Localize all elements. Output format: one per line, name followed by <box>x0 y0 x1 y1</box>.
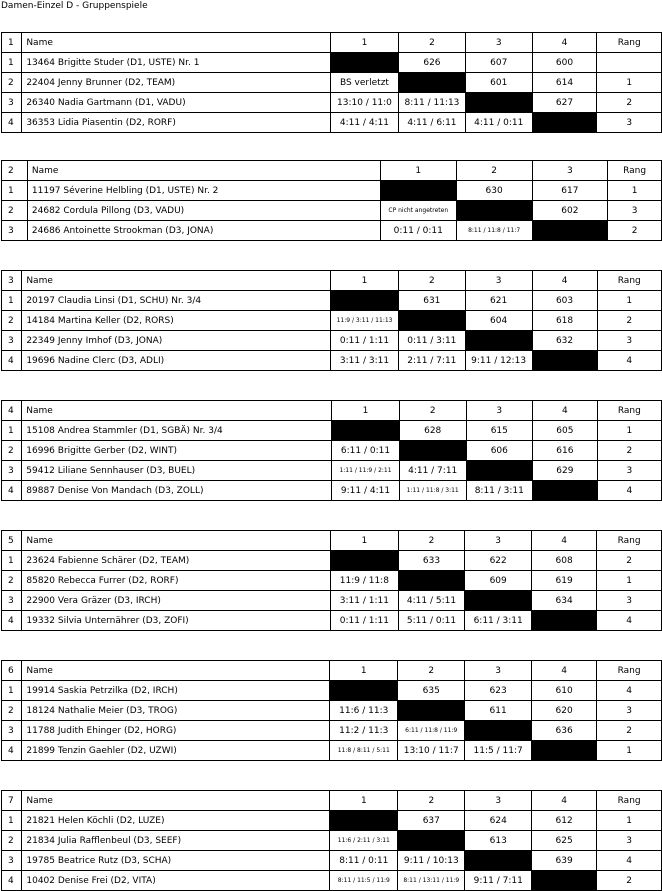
result-cell: 6:11 / 3:11 <box>465 611 532 631</box>
table-row <box>2 701 662 721</box>
row-position: 1 <box>2 181 28 201</box>
rank-cell: 2 <box>608 221 662 241</box>
result-cell: 5:11 / 0:11 <box>398 611 465 631</box>
table-header-row <box>2 791 662 811</box>
blocked-cell <box>330 681 398 701</box>
row-position: 2 <box>2 311 22 331</box>
result-cell: 11:2 / 11:3 <box>330 721 398 741</box>
table-header-row <box>2 161 662 181</box>
player-name: 19785 Beatrice Rutz (D3, SCHA) <box>22 851 330 871</box>
player-name: 15108 Andrea Stammler (D1, SGBÄ) Nr. 3/4 <box>22 421 332 441</box>
result-cell: 611 <box>465 701 532 721</box>
column-header: 4 <box>533 401 598 421</box>
table-row <box>2 421 662 441</box>
result-cell: 13:10 / 11:7 <box>398 741 465 761</box>
table-header-row <box>2 531 662 551</box>
result-cell: 9:11 / 7:11 <box>465 871 532 891</box>
result-cell: 8:11 / 11:5 / 11:9 <box>330 871 398 891</box>
group-number: 3 <box>2 271 22 291</box>
result-cell: 615 <box>466 421 532 441</box>
rank-cell: 1 <box>597 571 662 591</box>
result-cell: 1:11 / 11:8 / 3:11 <box>399 481 466 501</box>
result-cell: 9:11 / 12:13 <box>465 351 532 371</box>
result-cell: BS verletzt <box>330 73 398 93</box>
player-name: 21834 Julia Rafflenbeul (D3, SEEF) <box>22 831 330 851</box>
result-cell: 624 <box>465 811 532 831</box>
blocked-cell <box>398 701 465 721</box>
table-row <box>2 831 662 851</box>
blocked-cell <box>456 201 532 221</box>
row-position: 1 <box>2 421 22 441</box>
group-number: 4 <box>2 401 22 421</box>
rank-cell: 2 <box>597 871 662 891</box>
group-table-2 <box>1 160 662 241</box>
column-header: 3 <box>465 791 532 811</box>
result-cell: 606 <box>466 441 532 461</box>
rank-cell: 2 <box>597 551 662 571</box>
result-cell: 631 <box>399 291 466 311</box>
result-cell: 4:11 / 4:11 <box>330 113 398 133</box>
row-position: 2 <box>2 701 22 721</box>
result-cell: 8:11 / 13:11 / 11:9 <box>398 871 465 891</box>
rank-cell: 3 <box>597 701 662 721</box>
name-header: Name <box>22 271 331 291</box>
rank-cell: 1 <box>608 181 662 201</box>
result-cell: 8:11 / 0:11 <box>330 851 398 871</box>
table-header-row <box>2 33 662 53</box>
rang-header: Rang <box>597 271 662 291</box>
rank-cell: 2 <box>597 93 662 113</box>
group-number: 5 <box>2 531 22 551</box>
result-cell: 617 <box>532 181 608 201</box>
column-header: 2 <box>456 161 532 181</box>
rang-header: Rang <box>597 531 662 551</box>
column-header: 2 <box>399 401 466 421</box>
result-cell: 0:11 / 1:11 <box>331 331 399 351</box>
result-cell: 610 <box>531 681 596 701</box>
column-header: 2 <box>398 791 465 811</box>
row-position: 3 <box>2 461 22 481</box>
result-cell: 2:11 / 7:11 <box>399 351 466 371</box>
player-name: 14184 Martina Keller (D2, RORS) <box>22 311 331 331</box>
column-header: 1 <box>332 401 400 421</box>
rank-cell: 3 <box>597 461 661 481</box>
blocked-cell <box>465 721 532 741</box>
column-header: 4 <box>532 271 597 291</box>
table-row <box>2 53 662 73</box>
result-cell: 639 <box>532 851 597 871</box>
row-position: 3 <box>2 93 22 113</box>
result-cell: CP nicht angetreten <box>380 201 456 221</box>
result-cell: 608 <box>532 551 597 571</box>
table-row <box>2 721 662 741</box>
player-name: 21899 Tenzin Gaehler (D2, UZWI) <box>22 741 330 761</box>
table-row <box>2 481 662 501</box>
rank-cell: 3 <box>597 331 662 351</box>
result-cell: 637 <box>398 811 465 831</box>
group-number: 7 <box>2 791 22 811</box>
row-position: 1 <box>2 681 22 701</box>
rang-header: Rang <box>597 33 662 53</box>
rank-cell: 2 <box>597 721 662 741</box>
column-header: 3 <box>465 271 532 291</box>
column-header: 2 <box>399 271 466 291</box>
table-row <box>2 351 662 371</box>
blocked-cell <box>330 53 398 73</box>
row-position: 4 <box>2 351 22 371</box>
rank-cell: 1 <box>597 291 662 311</box>
result-cell: 603 <box>532 291 597 311</box>
result-cell: 601 <box>465 73 532 93</box>
player-name: 22349 Jenny Imhof (D3, JONA) <box>22 331 331 351</box>
player-name: 13464 Brigitte Studer (D1, USTE) Nr. 1 <box>22 53 331 73</box>
column-header: 1 <box>331 531 399 551</box>
result-cell: 11:9 / 11:8 <box>331 571 399 591</box>
result-cell: 4:11 / 0:11 <box>465 113 532 133</box>
rank-cell: 1 <box>597 741 662 761</box>
rank-cell: 4 <box>597 681 662 701</box>
result-cell: 632 <box>532 331 597 351</box>
player-name: 89887 Denise Von Mandach (D3, ZOLL) <box>22 481 332 501</box>
result-cell: 0:11 / 1:11 <box>331 611 399 631</box>
player-name: 36353 Lidia Piasentin (D2, RORF) <box>22 113 331 133</box>
column-header: 3 <box>465 661 532 681</box>
result-cell: 619 <box>532 571 597 591</box>
player-name: 22404 Jenny Brunner (D2, TEAM) <box>22 73 331 93</box>
result-cell: 8:11 / 11:8 / 11:7 <box>456 221 532 241</box>
group-number: 2 <box>2 161 28 181</box>
result-cell: 1:11 / 11:9 / 2:11 <box>332 461 400 481</box>
column-header: 2 <box>398 531 465 551</box>
player-name: 85820 Rebecca Furrer (D2, RORF) <box>22 571 331 591</box>
blocked-cell <box>398 73 465 93</box>
result-cell: 635 <box>398 681 465 701</box>
row-position: 4 <box>2 481 22 501</box>
blocked-cell <box>331 551 399 571</box>
rank-cell: 2 <box>597 441 661 461</box>
group-table-1 <box>1 32 662 133</box>
table-row <box>2 331 662 351</box>
player-name: 19332 Silvia Unternährer (D3, ZOFI) <box>22 611 331 631</box>
rank-cell: 4 <box>597 481 661 501</box>
blocked-cell <box>398 571 465 591</box>
table-row <box>2 811 662 831</box>
rank-cell: 3 <box>608 201 662 221</box>
column-header: 1 <box>330 791 398 811</box>
table-header-row <box>2 401 662 421</box>
rank-cell: 3 <box>597 591 662 611</box>
table-row <box>2 201 662 221</box>
name-header: Name <box>27 161 380 181</box>
row-position: 3 <box>2 331 22 351</box>
column-header: 1 <box>331 271 399 291</box>
rang-header: Rang <box>597 791 662 811</box>
column-header: 4 <box>532 33 597 53</box>
result-cell: 607 <box>465 53 532 73</box>
row-position: 3 <box>2 591 22 611</box>
blocked-cell <box>532 221 608 241</box>
player-name: 22900 Vera Gräzer (D3, IRCH) <box>22 591 331 611</box>
table-row <box>2 181 662 201</box>
table-row <box>2 93 662 113</box>
rank-cell: 1 <box>597 811 662 831</box>
blocked-cell <box>331 291 399 311</box>
column-header: 3 <box>466 401 532 421</box>
player-name: 11788 Judith Ehinger (D2, HORG) <box>22 721 330 741</box>
result-cell: 11:8 / 8:11 / 5:11 <box>330 741 398 761</box>
result-cell: 605 <box>533 421 598 441</box>
column-header: 3 <box>465 531 532 551</box>
row-position: 3 <box>2 221 28 241</box>
table-row <box>2 591 662 611</box>
result-cell: 4:11 / 5:11 <box>398 591 465 611</box>
result-cell: 634 <box>532 591 597 611</box>
rank-cell: 4 <box>597 611 662 631</box>
group-table-4 <box>1 400 662 501</box>
result-cell: 3:11 / 1:11 <box>331 591 399 611</box>
row-position: 4 <box>2 611 22 631</box>
result-cell: 636 <box>531 721 596 741</box>
group-table-3 <box>1 270 662 371</box>
result-cell: 630 <box>456 181 532 201</box>
result-cell: 621 <box>465 291 532 311</box>
row-position: 2 <box>2 201 28 221</box>
blocked-cell <box>531 741 596 761</box>
player-name: 24686 Antoinette Strookman (D3, JONA) <box>27 221 380 241</box>
rang-header: Rang <box>597 661 662 681</box>
column-header: 1 <box>330 661 398 681</box>
result-cell: 604 <box>465 311 532 331</box>
player-name: 19696 Nadine Clerc (D3, ADLI) <box>22 351 331 371</box>
blocked-cell <box>532 611 597 631</box>
column-header: 4 <box>532 531 597 551</box>
result-cell: 625 <box>532 831 597 851</box>
table-row <box>2 611 662 631</box>
name-header: Name <box>22 531 331 551</box>
result-cell: 4:11 / 7:11 <box>399 461 466 481</box>
blocked-cell <box>532 113 597 133</box>
blocked-cell <box>532 351 597 371</box>
name-header: Name <box>22 661 330 681</box>
table-header-row <box>2 271 662 291</box>
row-position: 3 <box>2 721 22 741</box>
rank-cell <box>597 53 662 73</box>
column-header: 1 <box>380 161 456 181</box>
result-cell: 620 <box>531 701 596 721</box>
table-row <box>2 113 662 133</box>
player-name: 16996 Brigitte Gerber (D2, WINT) <box>22 441 332 461</box>
player-name: 20197 Claudia Linsi (D1, SCHU) Nr. 3/4 <box>22 291 331 311</box>
table-row <box>2 551 662 571</box>
table-row <box>2 681 662 701</box>
rang-header: Rang <box>597 401 661 421</box>
row-position: 1 <box>2 551 22 571</box>
result-cell: 6:11 / 0:11 <box>332 441 400 461</box>
result-cell: 6:11 / 11:8 / 11:9 <box>398 721 465 741</box>
rank-cell: 4 <box>597 851 662 871</box>
result-cell: 616 <box>533 441 598 461</box>
row-position: 2 <box>2 73 22 93</box>
result-cell: 609 <box>465 571 532 591</box>
result-cell: 13:10 / 11:0 <box>330 93 398 113</box>
row-position: 4 <box>2 871 22 891</box>
result-cell: 612 <box>532 811 597 831</box>
result-cell: 11:5 / 11:7 <box>465 741 532 761</box>
blocked-cell <box>465 93 532 113</box>
row-position: 2 <box>2 441 22 461</box>
player-name: 19914 Saskia Petrzilka (D2, IRCH) <box>22 681 330 701</box>
row-position: 2 <box>2 571 22 591</box>
result-cell: 4:11 / 6:11 <box>398 113 465 133</box>
rank-cell: 2 <box>597 311 662 331</box>
table-row <box>2 221 662 241</box>
row-position: 2 <box>2 831 22 851</box>
column-header: 4 <box>531 661 596 681</box>
blocked-cell <box>533 481 598 501</box>
page-title: Damen-Einzel D - Gruppenspiele <box>1 1 148 11</box>
result-cell: 614 <box>532 73 597 93</box>
player-name: 10402 Denise Frei (D2, VITA) <box>22 871 330 891</box>
column-header: 3 <box>465 33 532 53</box>
blocked-cell <box>398 831 465 851</box>
row-position: 1 <box>2 811 22 831</box>
blocked-cell <box>399 311 466 331</box>
player-name: 21821 Helen Köchli (D2, LUZE) <box>22 811 330 831</box>
table-row <box>2 311 662 331</box>
result-cell: 600 <box>532 53 597 73</box>
blocked-cell <box>465 331 532 351</box>
rank-cell: 4 <box>597 351 662 371</box>
player-name: 26340 Nadia Gartmann (D1, VADU) <box>22 93 331 113</box>
player-name: 24682 Cordula Pillong (D3, VADU) <box>27 201 380 221</box>
result-cell: 627 <box>532 93 597 113</box>
blocked-cell <box>380 181 456 201</box>
result-cell: 618 <box>532 311 597 331</box>
blocked-cell <box>399 441 466 461</box>
rang-header: Rang <box>608 161 662 181</box>
table-row <box>2 441 662 461</box>
column-header: 4 <box>532 791 597 811</box>
table-header-row <box>2 661 662 681</box>
result-cell: 11:6 / 11:3 <box>330 701 398 721</box>
rank-cell: 3 <box>597 831 662 851</box>
column-header: 3 <box>532 161 608 181</box>
name-header: Name <box>22 401 332 421</box>
blocked-cell <box>466 461 532 481</box>
table-row <box>2 851 662 871</box>
result-cell: 0:11 / 0:11 <box>380 221 456 241</box>
player-name: 59412 Liliane Sennhauser (D3, BUEL) <box>22 461 332 481</box>
result-cell: 622 <box>465 551 532 571</box>
result-cell: 629 <box>533 461 598 481</box>
result-cell: 602 <box>532 201 608 221</box>
player-name: 23624 Fabienne Schärer (D2, TEAM) <box>22 551 331 571</box>
table-row <box>2 461 662 481</box>
result-cell: 633 <box>398 551 465 571</box>
name-header: Name <box>22 33 331 53</box>
player-name: 11197 Séverine Helbling (D1, USTE) Nr. 2 <box>27 181 380 201</box>
blocked-cell <box>330 811 398 831</box>
row-position: 4 <box>2 113 22 133</box>
rank-cell: 1 <box>597 421 661 441</box>
column-header: 2 <box>398 661 465 681</box>
result-cell: 0:11 / 3:11 <box>399 331 466 351</box>
player-name: 18124 Nathalie Meier (D3, TROG) <box>22 701 330 721</box>
name-header: Name <box>22 791 330 811</box>
result-cell: 8:11 / 3:11 <box>466 481 532 501</box>
table-row <box>2 291 662 311</box>
group-table-5 <box>1 530 662 631</box>
group-table-6 <box>1 660 662 761</box>
row-position: 1 <box>2 53 22 73</box>
blocked-cell <box>465 851 532 871</box>
blocked-cell <box>532 871 597 891</box>
group-number: 1 <box>2 33 22 53</box>
result-cell: 3:11 / 3:11 <box>331 351 399 371</box>
table-row <box>2 741 662 761</box>
result-cell: 9:11 / 4:11 <box>332 481 400 501</box>
result-cell: 9:11 / 10:13 <box>398 851 465 871</box>
result-cell: 613 <box>465 831 532 851</box>
table-row <box>2 571 662 591</box>
result-cell: 8:11 / 11:13 <box>398 93 465 113</box>
group-number: 6 <box>2 661 22 681</box>
result-cell: 623 <box>465 681 532 701</box>
group-table-7 <box>1 790 662 891</box>
row-position: 1 <box>2 291 22 311</box>
result-cell: 11:9 / 3:11 / 11:13 <box>331 311 399 331</box>
column-header: 2 <box>398 33 465 53</box>
row-position: 3 <box>2 851 22 871</box>
rank-cell: 3 <box>597 113 662 133</box>
result-cell: 11:6 / 2:11 / 3:11 <box>330 831 398 851</box>
result-cell: 626 <box>398 53 465 73</box>
result-cell: 628 <box>399 421 466 441</box>
table-row <box>2 73 662 93</box>
column-header: 1 <box>330 33 398 53</box>
blocked-cell <box>332 421 400 441</box>
rank-cell: 1 <box>597 73 662 93</box>
table-row <box>2 871 662 891</box>
row-position: 4 <box>2 741 22 761</box>
blocked-cell <box>465 591 532 611</box>
